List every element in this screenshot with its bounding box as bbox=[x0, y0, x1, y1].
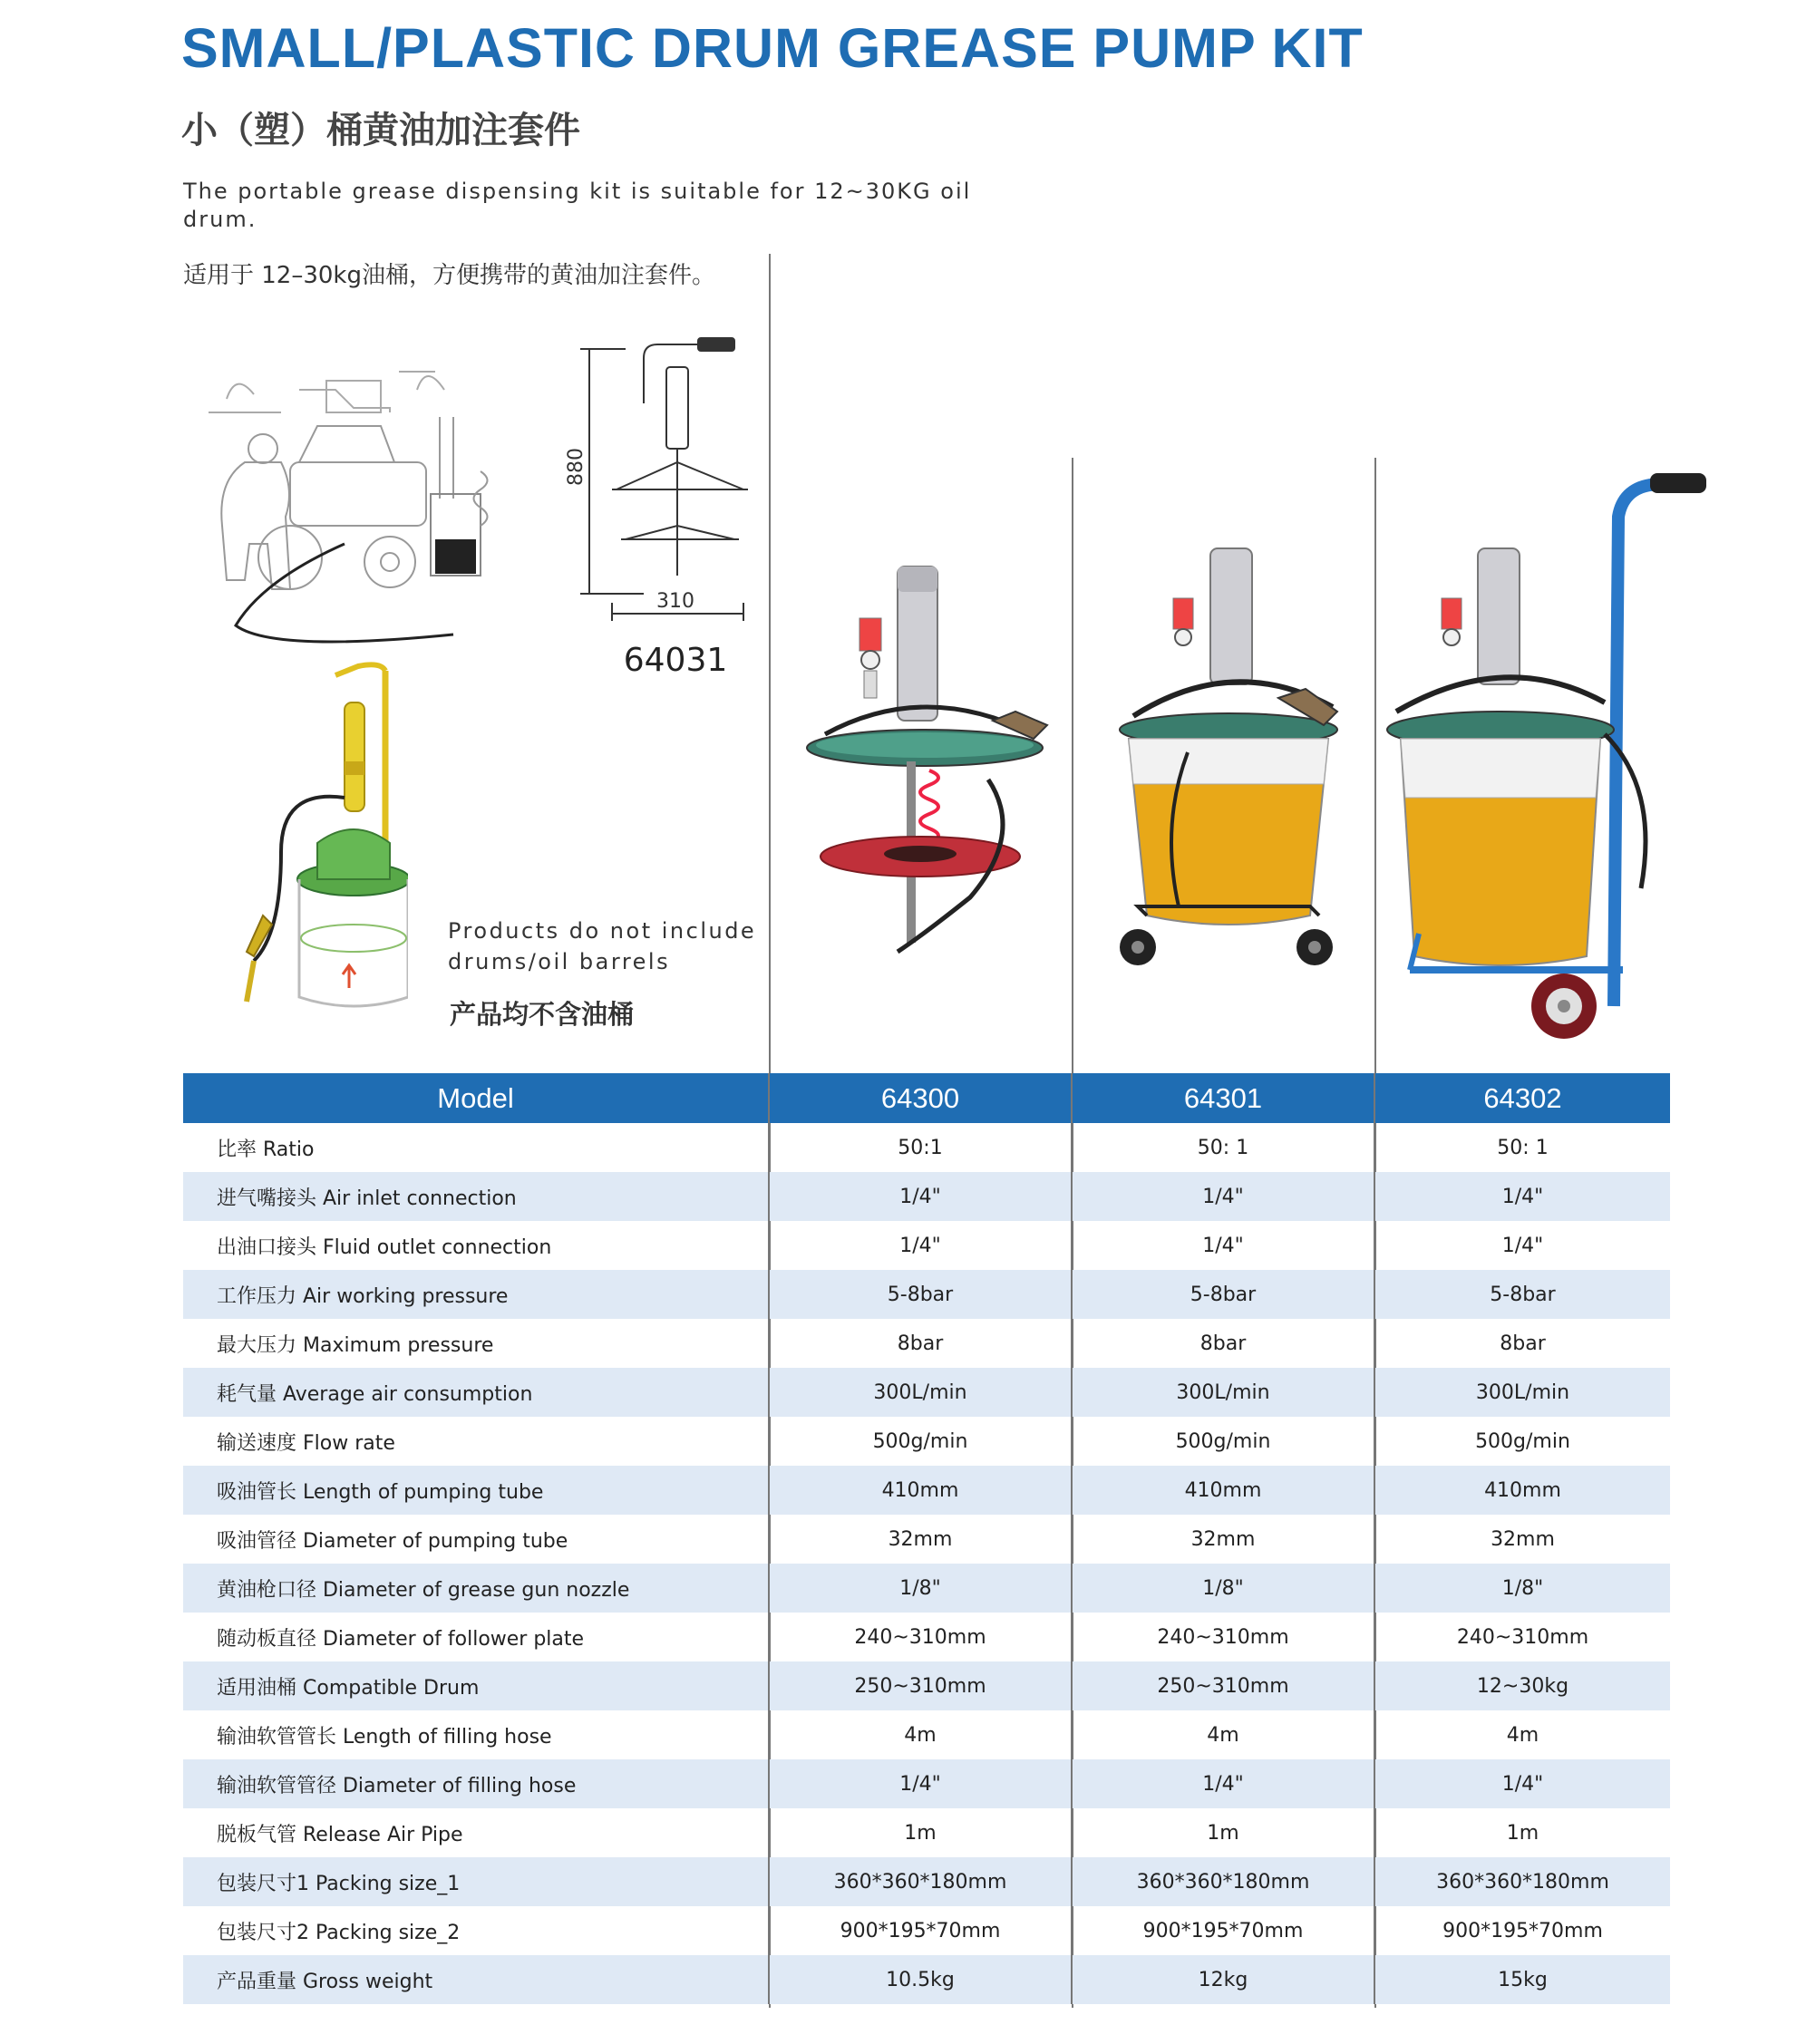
cell-value: 1/4" bbox=[1072, 1172, 1374, 1221]
table-row bbox=[183, 1564, 1670, 1613]
table-row bbox=[183, 1368, 1670, 1417]
row-label: 吸油管长 Length of pumping tube bbox=[183, 1466, 769, 1515]
table-row bbox=[183, 1319, 1670, 1368]
cell-value: 240~310mm bbox=[1374, 1613, 1670, 1661]
cell-value: 12~30kg bbox=[1374, 1661, 1670, 1710]
table-row bbox=[183, 1857, 1670, 1906]
cell-value: 4m bbox=[769, 1710, 1072, 1759]
cell-value: 50: 1 bbox=[1072, 1123, 1374, 1172]
cell-value: 1/4" bbox=[1072, 1759, 1374, 1808]
cell-value: 410mm bbox=[769, 1466, 1072, 1515]
cell-value: 360*360*180mm bbox=[1072, 1857, 1374, 1906]
table-row bbox=[183, 1759, 1670, 1808]
table-row bbox=[183, 1515, 1670, 1564]
cell-value: 8bar bbox=[1072, 1319, 1374, 1368]
table-row bbox=[183, 1221, 1670, 1270]
table-row bbox=[183, 1710, 1670, 1759]
row-label: 最大压力 Maximum pressure bbox=[217, 1333, 494, 1357]
note-en-line-2: drums/oil barrels bbox=[448, 949, 671, 974]
width-dimension-label: 310 bbox=[656, 590, 694, 613]
tractor-service-illustration bbox=[209, 363, 526, 653]
header-model-64301: 64301 bbox=[1072, 1073, 1374, 1123]
row-label: 比率 Ratio bbox=[217, 1138, 315, 1161]
cell-value: 4m bbox=[1072, 1710, 1374, 1759]
dimension-drawing bbox=[562, 331, 780, 684]
cell-value: 5-8bar bbox=[1374, 1270, 1670, 1319]
row-label: 工作压力 Air working pressure bbox=[183, 1270, 769, 1319]
yellow-pump-illustration bbox=[227, 662, 408, 1024]
cell-value: 8bar bbox=[1374, 1319, 1670, 1368]
cell-value: 900*195*70mm bbox=[1072, 1906, 1374, 1955]
product-image-64300 bbox=[798, 544, 1061, 970]
note-en bbox=[448, 915, 756, 977]
note-en-line-1: Products do not include bbox=[448, 918, 757, 944]
row-label: 耗气量 Average air consumption bbox=[183, 1368, 769, 1417]
row-label: 输油软管管径 Diameter of filling hose bbox=[183, 1759, 769, 1808]
table-row bbox=[183, 1955, 1670, 2004]
cell-value: 12kg bbox=[1072, 1955, 1374, 2004]
cell-value: 1/8" bbox=[769, 1564, 1072, 1613]
cell-value: 50:1 bbox=[769, 1123, 1072, 1172]
table-row bbox=[183, 1613, 1670, 1661]
row-label: 适用油桶 Compatible Drum bbox=[183, 1661, 769, 1710]
cell-value: 1m bbox=[1072, 1808, 1374, 1857]
spec-table bbox=[183, 1073, 1670, 2004]
cell-value: 410mm bbox=[1374, 1466, 1670, 1515]
cell-value: 500g/min bbox=[1374, 1417, 1670, 1466]
cell-value: 300L/min bbox=[1072, 1368, 1374, 1417]
cell-value: 240~310mm bbox=[769, 1613, 1072, 1661]
cell-value: 5-8bar bbox=[769, 1270, 1072, 1319]
description-en-line-2: drum. bbox=[183, 207, 257, 232]
table-row bbox=[183, 1661, 1670, 1710]
cell-value: 8bar bbox=[769, 1319, 1072, 1368]
cell-value: 1/4" bbox=[1374, 1221, 1670, 1270]
header-model: Model bbox=[183, 1073, 769, 1123]
cell-value: 1/4" bbox=[1374, 1172, 1670, 1221]
cell-value: 4m bbox=[1374, 1710, 1670, 1759]
cell-value: 360*360*180mm bbox=[1374, 1857, 1670, 1906]
page-title: SMALL/PLASTIC DRUM GREASE PUMP KIT bbox=[181, 17, 1364, 79]
row-label: 进气嘴接头 Air inlet connection bbox=[183, 1172, 769, 1221]
description-cn: 适用于 12–30kg油桶，方便携带的黄油加注套件。 bbox=[183, 262, 715, 289]
row-label: 黄油枪口径 Diameter of grease gun nozzle bbox=[183, 1564, 769, 1613]
row-label: 随动板直径 Diameter of follower plate bbox=[217, 1627, 585, 1651]
cell-value: 410mm bbox=[1072, 1466, 1374, 1515]
cell-value: 1m bbox=[769, 1808, 1072, 1857]
cell-value: 1/4" bbox=[1374, 1759, 1670, 1808]
product-image-64302 bbox=[1378, 462, 1714, 1042]
cell-value: 300L/min bbox=[769, 1368, 1072, 1417]
table-row bbox=[183, 1466, 1670, 1515]
cell-value: 32mm bbox=[769, 1515, 1072, 1564]
table-row bbox=[183, 1906, 1670, 1955]
cell-value: 32mm bbox=[1374, 1515, 1670, 1564]
cell-value: 1/8" bbox=[1072, 1564, 1374, 1613]
drawing-model-label: 64031 bbox=[623, 642, 728, 679]
cell-value: 1/4" bbox=[769, 1221, 1072, 1270]
cell-value: 500g/min bbox=[1072, 1417, 1374, 1466]
cell-value: 5-8bar bbox=[1072, 1270, 1374, 1319]
header-model-64300: 64300 bbox=[769, 1073, 1072, 1123]
product-image-64301 bbox=[1097, 535, 1360, 988]
cell-value: 1/4" bbox=[769, 1759, 1072, 1808]
cell-value: 250~310mm bbox=[1072, 1661, 1374, 1710]
cell-value: 500g/min bbox=[769, 1417, 1072, 1466]
note-cn: 产品均不含油桶 bbox=[450, 999, 635, 1030]
cell-value: 15kg bbox=[1374, 1955, 1670, 2004]
table-row bbox=[183, 1417, 1670, 1466]
cell-value: 250~310mm bbox=[769, 1661, 1072, 1710]
header-model-64302: 64302 bbox=[1374, 1073, 1670, 1123]
row-label: 输油软管管长 Length of filling hose bbox=[217, 1725, 552, 1749]
cell-value: 1/8" bbox=[1374, 1564, 1670, 1613]
row-label: 包装尺寸1 Packing size_1 bbox=[183, 1857, 769, 1906]
cell-value: 1/4" bbox=[769, 1172, 1072, 1221]
cell-value: 240~310mm bbox=[1072, 1613, 1374, 1661]
description-en bbox=[183, 178, 981, 234]
row-label: 包装尺寸2 Packing size_2 bbox=[217, 1921, 461, 1944]
cell-value: 10.5kg bbox=[769, 1955, 1072, 2004]
cell-value: 900*195*70mm bbox=[1374, 1906, 1670, 1955]
row-label: 出油口接头 Fluid outlet connection bbox=[217, 1235, 552, 1259]
table-row bbox=[183, 1123, 1670, 1172]
description-en-line-1: The portable grease dispensing kit is suitable for 12~30KG oil bbox=[183, 179, 972, 204]
cell-value: 900*195*70mm bbox=[769, 1906, 1072, 1955]
table-row bbox=[183, 1808, 1670, 1857]
row-label: 输送速度 Flow rate bbox=[217, 1431, 395, 1455]
cell-value: 1/4" bbox=[1072, 1221, 1374, 1270]
page-subtitle-cn: 小（塑）桶黄油加注套件 bbox=[181, 110, 580, 151]
cell-value: 300L/min bbox=[1374, 1368, 1670, 1417]
table-row bbox=[183, 1172, 1670, 1221]
table-header-row bbox=[183, 1073, 1670, 1123]
height-dimension-label: 880 bbox=[565, 448, 588, 486]
cell-value: 360*360*180mm bbox=[769, 1857, 1072, 1906]
row-label: 产品重量 Gross weight bbox=[183, 1955, 769, 2004]
cell-value: 50: 1 bbox=[1374, 1123, 1670, 1172]
row-label: 脱板气管 Release Air Pipe bbox=[217, 1823, 463, 1846]
row-label: 吸油管径 Diameter of pumping tube bbox=[217, 1529, 568, 1553]
cell-value: 32mm bbox=[1072, 1515, 1374, 1564]
table-row bbox=[183, 1270, 1670, 1319]
cell-value: 1m bbox=[1374, 1808, 1670, 1857]
